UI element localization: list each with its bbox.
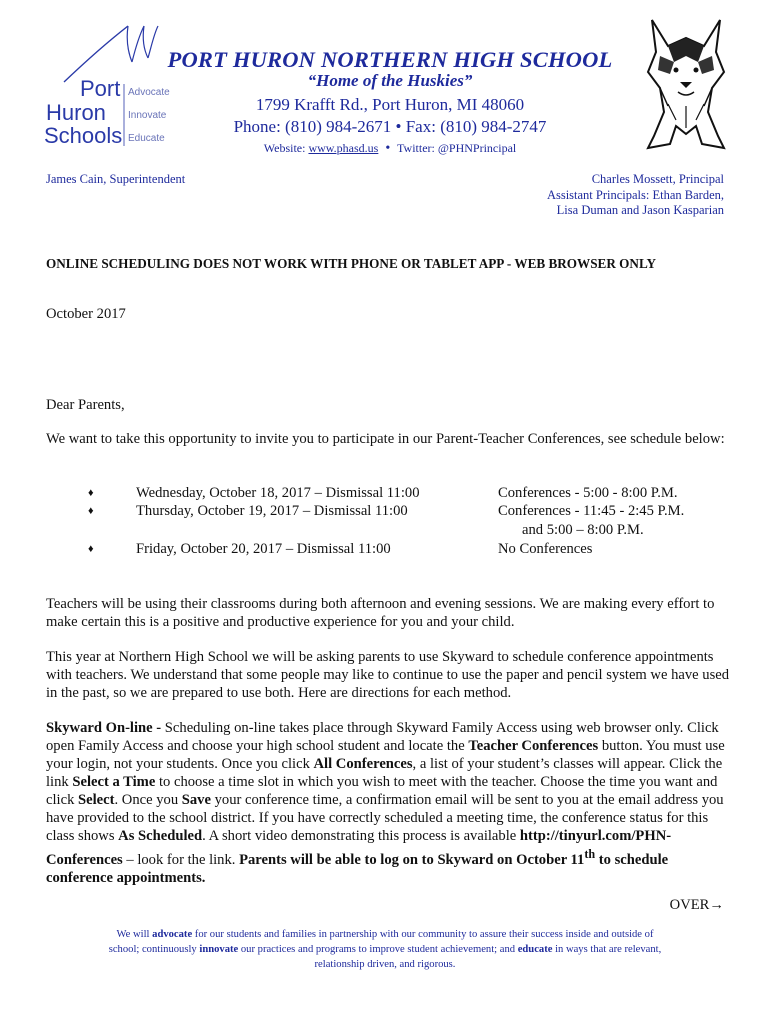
skyward-online-paragraph: Skyward On-line - Scheduling on-line takes place through Skyward Family Access using web browser only. Click open Family Access and choose your high school student and locate the Teacher Conferences button. You must use your login, not your students. Once you click All Conferences, a list of your student’s classes will appear. Click the link Select a Time to choose a time slot in which you wish to meet with the teacher. Choose the time you want and click Select. Once you Save your conference time, a confirmation email will be sent to you at the email address you have provided to the school district. If you have correctly scheduled a meeting time, the conference status for this class shows As Scheduled. A short video demonstrating this process is available http://tinyurl.com/PHN-Conferences – look for the link. Parents will be able to log on to Skyward on October 11th to schedule conference appointments. — [46, 720, 725, 886]
select-a-time-term: Select a Time — [72, 774, 156, 790]
schedule-conference: Conferences - 5:00 - 8:00 P.M. — [498, 485, 678, 501]
diamond-bullet-icon: ♦ — [88, 487, 94, 499]
schedule-row — [46, 484, 726, 502]
school-address: 1799 Krafft Rd., Port Huron, MI 48060 — [255, 95, 525, 114]
as-scheduled-term: As Scheduled — [118, 828, 203, 844]
schedule-day: Friday, October 20, 2017 – Dismissal 11:00 — [136, 541, 391, 557]
principals-block — [547, 172, 724, 219]
intro-paragraph: We want to take this opportunity to invite you to participate in our Parent-Teacher Conferences, see schedule below: — [46, 431, 725, 447]
mission-footer: We will advocate for our students and families in partnership with our community to assure their success inside and outside of school; continuously innovate our practices and programs to improve student achievement; and educate in ways that are relevant, relationship driven, and rigorous. — [108, 929, 662, 970]
diamond-bullet-icon: ♦ — [88, 505, 94, 517]
assistant-principals-line-2: Lisa Duman and Jason Kasparian — [556, 203, 724, 217]
school-title: PORT HURON NORTHERN HIGH SCHOOL — [167, 47, 613, 72]
schedule-row — [46, 502, 726, 520]
skyward-open-date: Parents will be able to log on to Skyward on October 11th to schedule conference appointments. — [46, 847, 669, 886]
logo-huron: Huron — [46, 100, 106, 125]
logo-schools: Schools — [44, 123, 123, 148]
website-twitter-line — [150, 141, 630, 157]
video-link[interactable]: http://tinyurl.com/PHN-Conferences — [46, 828, 672, 868]
schedule-conference: Conferences - 11:45 - 2:45 P.M. — [498, 503, 685, 519]
browser-only-notice: ONLINE SCHEDULING DOES NOT WORK WITH PHONE OR TABLET APP - WEB BROWSER ONLY — [46, 256, 657, 271]
separator-bullet: • — [385, 141, 391, 156]
schedule-day: Wednesday, October 18, 2017 – Dismissal 11:00 — [136, 485, 420, 501]
educate-word: educate — [517, 944, 553, 955]
teacher-conferences-term: Teacher Conferences — [468, 738, 599, 754]
all-conferences-term: All Conferences — [313, 756, 413, 772]
school-tagline: “Home of the Huskies” — [307, 71, 473, 90]
innovate-word: innovate — [199, 944, 239, 955]
skyward-online-heading: Skyward On-line - — [46, 720, 162, 736]
superintendent: James Cain, Superintendent — [46, 172, 186, 186]
website-label: Website: — [263, 141, 306, 155]
salutation: Dear Parents, — [46, 397, 125, 413]
letter-date: October 2017 — [46, 306, 126, 322]
logo-educate: Educate — [128, 133, 165, 144]
schedule-row — [46, 540, 726, 558]
website-link[interactable]: www.phasd.us — [308, 141, 379, 155]
assistant-principals-line-1: Assistant Principals: Ethan Barden, — [546, 187, 724, 202]
skyward-intro-paragraph: This year at Northern High School we will be asking parents to use Skyward to schedule conference appointments with teachers. We understand that some people may like to continue to use the paper and pencil system we have used in the past, so we are prepared to use both. Here are directions for each method. — [46, 649, 730, 701]
over-indicator: OVER→ — [669, 897, 724, 913]
principal: Charles Mossett, Principal — [591, 172, 724, 186]
schedule-day: Thursday, October 19, 2017 – Dismissal 11:00 — [136, 503, 408, 519]
logo-port: Port — [80, 76, 121, 101]
logo-advocate: Advocate — [128, 87, 170, 98]
schedule-conference: No Conferences — [498, 541, 593, 557]
classrooms-paragraph: Teachers will be using their classrooms during both afternoon and evening sessions. We are making every effort to make certain this is a positive and productive experience for you and your child. — [46, 596, 715, 630]
schedule-continuation: and 5:00 – 8:00 P.M. — [522, 522, 644, 538]
advocate-word: advocate — [152, 929, 193, 940]
twitter-handle: Twitter: @PHNPrincipal — [397, 141, 517, 155]
logo-innovate: Innovate — [128, 110, 167, 121]
select-term: Select — [78, 792, 115, 808]
diamond-bullet-icon: ♦ — [88, 543, 94, 555]
save-term: Save — [181, 792, 211, 808]
school-phone-fax: Phone: (810) 984-2671 • Fax: (810) 984-2747 — [233, 117, 547, 136]
husky-mascot-icon — [638, 16, 734, 152]
